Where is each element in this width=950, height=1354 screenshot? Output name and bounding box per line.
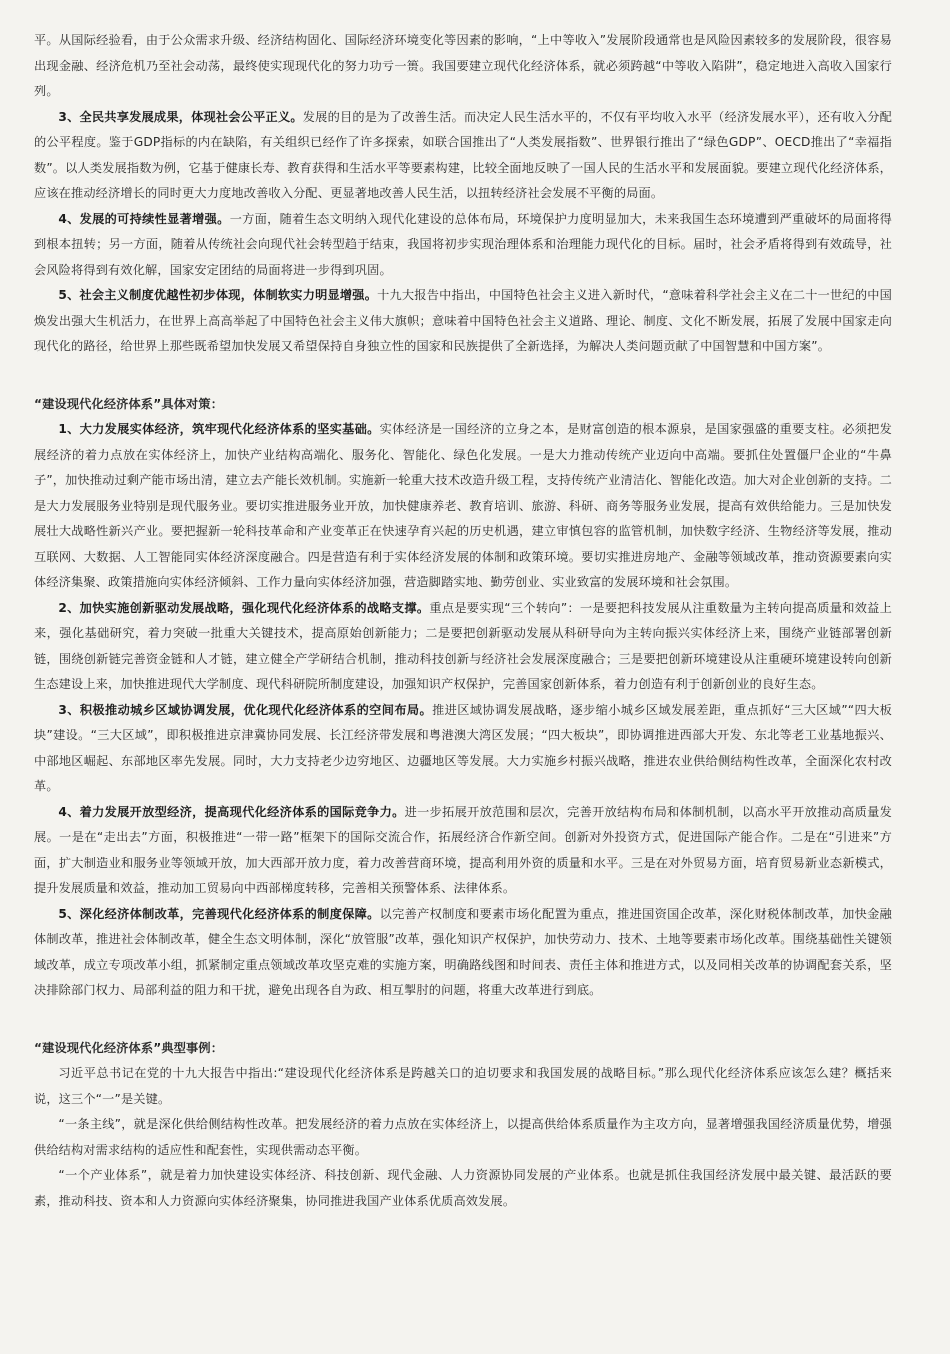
- example-item-main-line: “一条主线”，就是深化供给侧结构性改革。把发展经济的着力点放在实体经济上，以提高供给体系质量作为主攻方向，显著增强我国经济质量优势，增强供给结构对需求结构的适应性和配套性，实现供需动态平衡。: [34, 1117, 892, 1157]
- paragraph-lead: 4、发展的可持续性显著增强。: [58, 211, 230, 226]
- measure-body: 进一步拓展开放范围和层次，完善开放结构布局和体制机制，以高水平开放推动高质量发展。一是在“走出去”方面，积极推进“一带一路”框架下的国际交流合作，拓展经济合作新空间。创新对外投资方式，促进国际产能合作。二是在“引进来”方面，扩大制造业和服务业等领域开放，加大西部开放力度，着力改善营商环境，提高利用外资的质量和水平。三是在对外贸易方面，培育贸易新业态新模式，提升发展质量和效益，推动加工贸易向中西部梯度转移，完善相关预警体系、法律体系。: [34, 804, 892, 895]
- measure-body: 以完善产权制度和要素市场化配置为重点，推进国资国企改革，深化财税体制改革，加快金融体制改革，推进社会体制改革，健全生态文明体制，深化“放管服”改革，强化知识产权保护，加快劳动力、技术、土地等要素市场化改革。围绕基础性关键领域改革，成立专项改革小组，抓紧制定重点领域改革攻坚克难的实施方案，明确路线图和时间表、责任主体和推进方式，以及同相关改革的协调配套关系，坚决排除部门权力、局部利益的阻力和干扰，避免出现各自为政、相互掣肘的问题，将重大改革进行到底。: [34, 906, 892, 997]
- paragraph-lead: 3、全民共享发展成果，体现社会公平正义。: [58, 109, 303, 124]
- paragraph-body: 发展的目的是为了改善生活。而决定人民生活水平的，不仅有平均收入水平（经济发展水平），还有收入分配的公平程度。鉴于GDP指标的内在缺陷，有关组织已经作了许多探索，如联合国推出了“人类发展指数”、世界银行推出了“绿色GDP”、OECD推出了“幸福指数”。以人类发展指数为例，它基于健康长寿、教育获得和生活水平等要素构建，比较全面地反映了一国人民的生活水平和发展面貌。要建立现代化经济体系，应该在推动经济增长的同时更大力度地改善收入分配、更显著地改善人民生活，以扭转经济社会发展不平衡的局面。: [34, 109, 892, 200]
- measure-lead: 4、着力发展开放型经济，提高现代化经济体系的国际竞争力。: [58, 804, 405, 819]
- measure-lead: 1、大力发展实体经济，筑牢现代化经济体系的坚实基础。: [58, 422, 380, 436]
- measure-item-reform: [34, 902, 892, 1004]
- measure-lead: 2、加快实施创新驱动发展战略，强化现代化经济体系的战略支撑。: [58, 600, 430, 615]
- measure-body: 实体经济是一国经济的立身之本，是财富创造的根本源泉，是国家强盛的重要支柱。必须把发展经济的着力点放在实体经济上，加快产业结构高端化、服务化、智能化、绿色化发展。一是大力推动传统产业迈向中高端。要抓住处置僵尸企业的“牛鼻子”，加快推动过剩产能市场出清，建立去产能长效机制。实施新一轮重大技术改造升级工程，支持传统产业清洁化、智能化改造。加大对企业创新的支持。二是大力发展服务业特别是现代服务业。要切实推进服务业开放，加快健康养老、教育培训、旅游、科研、商务等服务业发展，提高有效供给能力。三是加快发展壮大战略性新兴产业。要把握新一轮科技革命和产业变革正在快速孕育兴起的历史机遇，建立审慎包容的监管机制，加快数字经济、生物经济等发展，推动互联网、大数据、人工智能同实体经济深度融合。四是营造有利于实体经济发展的体制和政策环境。要切实推进房地产、金融等领域改革，推动资源要素向实体经济集聚、政策措施向实体经济倾斜、工作力量向实体经济加强，营造脚踏实地、勤劳创业、实业致富的发展环境和社会氛围。: [34, 422, 892, 589]
- example-item-industry-system: “一个产业体系”，就是着力加快建设实体经济、科技创新、现代金融、人力资源协同发展的产业体系。也就是抓住我国经济发展中最关键、最活跃的要素，推动科技、资本和人力资源向实体经济聚集，协同推进我国产业体系优质高效发展。: [34, 1168, 892, 1208]
- measure-item-real-economy: [34, 417, 892, 596]
- paragraph-lead: 5、社会主义制度优越性初步体现，体制软实力明显增强。: [58, 288, 378, 302]
- measure-body: 重点是要实现“三个转向”：一是要把科技发展从注重数量为主转向提高质量和效益上来，强化基础研究，着力突破一批重大关键技术，提高原始创新能力；二是要把创新驱动发展从科研导向为主转向振兴实体经济上来，围绕产业链部署创新链，围绕创新链完善资金链和人才链，建立健全产学研结合机制，推动科技创新与经济社会发展深度融合；三是要把创新环境建设从注重硬环境建设转向创新生态建设上来，加快推进现代大学制度、现代科研院所制度建设，加强知识产权保护，完善国家创新体系，着力创造有利于创新创业的良好生态。: [34, 600, 893, 691]
- measure-item-open-economy: [34, 800, 892, 902]
- measure-item-regional: [34, 698, 892, 800]
- paragraph-body: 一方面，随着生态文明纳入现代化建设的总体布局，环境保护力度明显加大，未来我国生态环境遭到严重破坏的局面将得到根本扭转；另一方面，随着从传统社会向现代社会转型趋于结束，我国将初步实现治理体系和治理能力现代化的目标。届时，社会矛盾将得到有效疏导，社会风险将得到有效化解，国家安定团结的局面将进一步得到巩固。: [34, 211, 892, 277]
- paragraph-intro: 平。从国际经验看，由于公众需求升级、经济结构固化、国际经济环境变化等因素的影响，“上中等收入”发展阶段通常也是风险因素较多的发展阶段，很容易出现金融、经济危机乃至社会动荡，最终使实现现代化的努力功亏一篑。我国要建立现代化经济体系，就必须跨越“中等收入陷阱”，稳定地进入高收入国家行列。: [34, 33, 892, 98]
- measure-item-innovation: [34, 596, 892, 698]
- measure-body: 推进区域协调发展战略，逐步缩小城乡区域发展差距，重点抓好“三大区域”“四大板块”建设。“三大区域”，即积极推进京津冀协同发展、长江经济带发展和粤港澳大湾区发展；“四大板块”，即协调推进西部大开发、东北等老工业基地振兴、中部地区崛起、东部地区率先发展。同时，大力支持老少边穷地区、边疆地区等发展。大力实施乡村振兴战略，推进农业供给侧结构性改革，全面深化农村改革。: [34, 702, 892, 793]
- example-item-intro: 习近平总书记在党的十九大报告中指出:“建设现代化经济体系是跨越关口的迫切要求和我国发展的战略目标。”那么现代化经济体系应该怎么建？概括来说，这三个“一”是关键。: [34, 1066, 892, 1106]
- section-title-examples: “建设现代化经济体系”典型事例：: [34, 1040, 224, 1055]
- paragraph-body: 十九大报告中指出，中国特色社会主义进入新时代，“意味着科学社会主义在二十一世纪的中国焕发出强大生机活力，在世界上高高举起了中国特色社会主义伟大旗帜；意味着中国特色社会主义道路、理论、制度、文化不断发展，拓展了发展中国家走向现代化的路径，给世界上那些既希望加快发展又希望保持自身独立性的国家和民族提供了全新选择，为解决人类问题贡献了中国智慧和中国方案”。: [34, 288, 892, 353]
- measure-lead: 5、深化经济体制改革，完善现代化经济体系的制度保障。: [58, 906, 380, 921]
- measure-lead: 3、积极推动城乡区域协调发展，优化现代化经济体系的空间布局。: [58, 702, 433, 717]
- section-title-measures: “建设现代化经济体系”具体对策：: [34, 396, 224, 411]
- paragraph-institutional-strength: [34, 283, 892, 360]
- paragraph-sustainability: [34, 207, 892, 284]
- paragraph-shared-development: [34, 105, 892, 207]
